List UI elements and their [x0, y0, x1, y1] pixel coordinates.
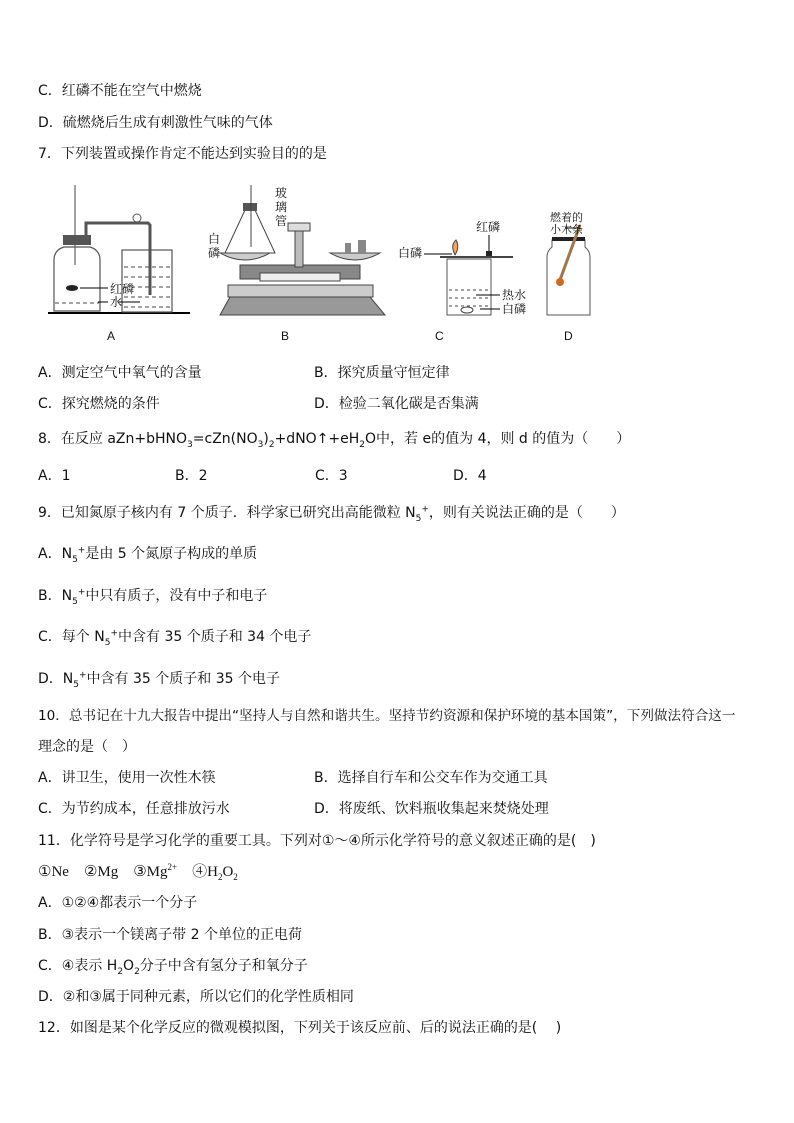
q8-option-a: A．1: [38, 468, 71, 484]
q9-option-b: B．$N_5^+$中只有质子，没有中子和电子: [38, 587, 268, 607]
q11-option-d: D．②和③属于同种元素，所以它们的化学性质相同: [38, 989, 354, 1005]
label-b-glass-2: 璃: [275, 200, 288, 214]
q12-stem: 12．如图是某个化学反应的微观模拟图，下列关于该反应前、后的说法正确的是( ): [38, 1020, 562, 1036]
q11-option-b: B．③表示一个镁离子带 2 个单位的正电荷: [38, 927, 302, 943]
label-d-stick-1: 燃着的: [550, 211, 583, 224]
label-b-glass-3: 管: [275, 214, 288, 228]
q9-option-c: C．每个 $N_5^+$中含有 35 个质子和 34 个电子: [38, 628, 312, 648]
q9-option-d: D．$N_5^+$中含有 35 个质子和 35 个电子: [38, 670, 280, 690]
q7-option-c: C．探究燃烧的条件: [38, 396, 160, 412]
q8-option-c: C．3: [315, 468, 348, 484]
q8-option-b: B．2: [175, 468, 208, 484]
q11-stem: 11．化学符号是学习化学的重要工具。下列对①～④所示化学符号的意义叙述正确的是( ): [38, 833, 596, 849]
q8-stem: 8．在反应 $aZn+bHNO_3=cZn(NO_3)_2+dNO↑+eH_2O$中，若 e的值为 4，则 d 的值为（ ）: [38, 431, 631, 450]
label-b-white-p-1: 白: [208, 232, 221, 246]
q11-symbols: ①Ne ②Mg $③Mg^{2+}$ $④H_2O_2$: [38, 862, 238, 882]
label-c-hot-water: 热水: [502, 288, 527, 302]
q11-option-a: A．①②④都表示一个分子: [38, 895, 198, 911]
q10-option-a: A．讲卫生，使用一次性木筷: [38, 770, 216, 786]
label-b-white-p-2: 磷: [208, 246, 221, 260]
figure-label-a: A: [107, 329, 116, 343]
label-b-glass-1: 玻: [275, 186, 288, 200]
q7-option-a: A．测定空气中氧气的含量: [38, 365, 202, 381]
q10-option-d: D．将废纸、饮料瓶收集起来焚烧处理: [314, 801, 549, 817]
figure-label-d: D: [564, 329, 573, 343]
q7-stem: 7．下列装置或操作肯定不能达到实验目的的是: [38, 146, 327, 162]
q9-option-a: A．$N_5^+$是由 5 个氮原子构成的单质: [38, 545, 258, 565]
q7-figure: [40, 185, 640, 345]
q10-option-c: C．为节约成本，任意排放污水: [38, 801, 230, 817]
q11-option-c: C．④表示 $H_2O_2$分子中含有氢分子和氧分子: [38, 958, 308, 977]
q7-option-d: D．检验二氧化碳是否集满: [314, 396, 479, 412]
apparatus-d: [547, 225, 590, 315]
q6-option-d: D．硫燃烧后生成有刺激性气味的气体: [38, 115, 273, 131]
label-d-stick-2: 小木条: [550, 223, 583, 236]
q7-option-b: B．探究质量守恒定律: [314, 365, 450, 381]
q10-stem-line2: 理念的是（ ）: [38, 739, 136, 755]
q8-option-d: D．4: [453, 468, 487, 484]
q9-stem: 9．已知氮原子核内有 7 个质子．科学家已研究出高能微粒 $N_5^+$，则有关说法正确的是（ ）: [38, 504, 625, 524]
apparatus-c: [424, 235, 513, 315]
q10-option-b: B．选择自行车和公交车作为交通工具: [314, 770, 548, 786]
label-c-red-p: 红磷: [476, 220, 501, 234]
label-a-water: 水: [110, 295, 123, 309]
q6-option-c: C．红磷不能在空气中燃烧: [38, 83, 202, 99]
label-c-white-p-top: 白磷: [398, 246, 423, 260]
q10-stem-line1: 10．总书记在十九大报告中提出“坚持人与自然和谐共生。坚持节约资源和保护环境的基本国策”，下列做法符合这一: [38, 708, 736, 724]
label-a-red-phosphorus: 红磷: [110, 282, 135, 296]
figure-label-c: C: [435, 329, 444, 343]
label-c-white-p-bottom: 白磷: [502, 302, 527, 316]
apparatus-diagram: [40, 185, 640, 345]
figure-label-b: B: [281, 329, 290, 343]
apparatus-b: [220, 185, 385, 315]
